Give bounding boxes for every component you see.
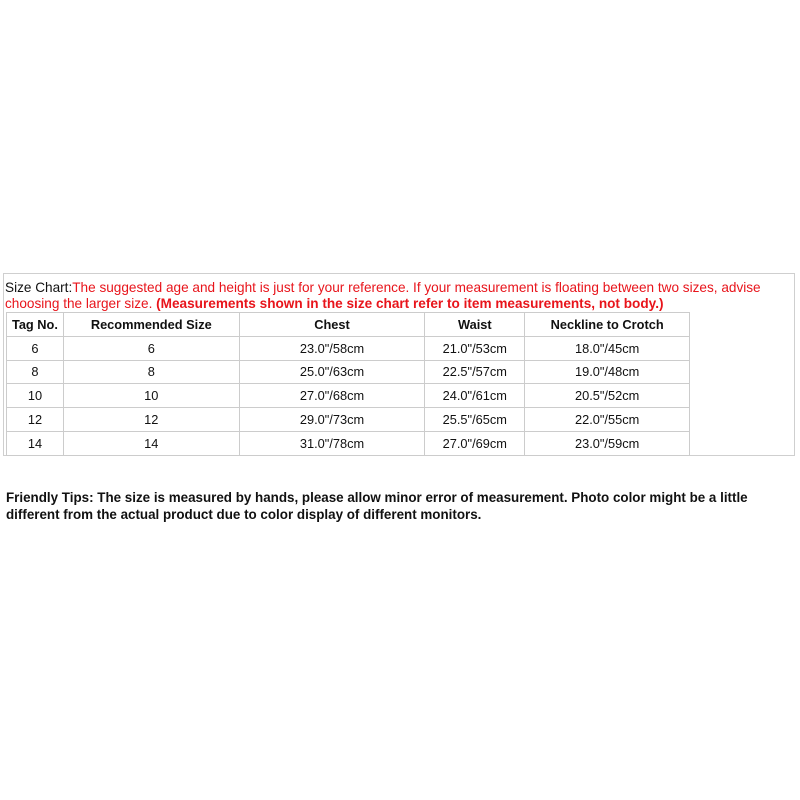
cell-waist: 27.0"/69cm <box>425 431 525 455</box>
cell-neckline-to-crotch: 18.0"/45cm <box>525 336 690 360</box>
header-waist: Waist <box>425 313 525 337</box>
table-row <box>7 360 690 384</box>
size-chart-measurement-note: (Measurements shown in the size chart refer to item measurements, not body.) <box>156 296 664 311</box>
cell-waist: 25.5"/65cm <box>425 408 525 432</box>
cell-recommended-size: 6 <box>63 336 239 360</box>
table-row <box>7 336 690 360</box>
cell-chest: 29.0"/73cm <box>239 408 425 432</box>
header-recommended-size: Recommended Size <box>63 313 239 337</box>
header-neckline-to-crotch: Neckline to Crotch <box>525 313 690 337</box>
cell-chest: 27.0"/68cm <box>239 384 425 408</box>
size-chart-note: The suggested age and height is just for your reference. If your measurement is floating between two sizes, advise choosing the larger size. <box>5 280 761 311</box>
header-chest: Chest <box>239 313 425 337</box>
table-header-row <box>7 313 690 337</box>
cell-chest: 31.0"/78cm <box>239 431 425 455</box>
cell-recommended-size: 14 <box>63 431 239 455</box>
cell-neckline-to-crotch: 23.0"/59cm <box>525 431 690 455</box>
cell-chest: 23.0"/58cm <box>239 336 425 360</box>
size-table <box>6 312 690 456</box>
size-chart-label: Size Chart: <box>5 280 73 295</box>
cell-waist: 24.0"/61cm <box>425 384 525 408</box>
cell-waist: 21.0"/53cm <box>425 336 525 360</box>
friendly-tips: Friendly Tips: The size is measured by hands, please allow minor error of measurement. Photo color might be a little different from the actual product due to color display of different monitors. <box>6 490 748 522</box>
table-row <box>7 431 690 455</box>
cell-tag-no: 14 <box>7 431 64 455</box>
cell-tag-no: 8 <box>7 360 64 384</box>
cell-chest: 25.0"/63cm <box>239 360 425 384</box>
size-chart-intro <box>5 280 795 312</box>
cell-tag-no: 6 <box>7 336 64 360</box>
cell-tag-no: 10 <box>7 384 64 408</box>
cell-neckline-to-crotch: 19.0"/48cm <box>525 360 690 384</box>
cell-neckline-to-crotch: 20.5"/52cm <box>525 384 690 408</box>
cell-recommended-size: 10 <box>63 384 239 408</box>
cell-waist: 22.5"/57cm <box>425 360 525 384</box>
table-row <box>7 384 690 408</box>
header-tag-no: Tag No. <box>7 313 64 337</box>
table-row <box>7 408 690 432</box>
cell-tag-no: 12 <box>7 408 64 432</box>
cell-recommended-size: 12 <box>63 408 239 432</box>
cell-recommended-size: 8 <box>63 360 239 384</box>
cell-neckline-to-crotch: 22.0"/55cm <box>525 408 690 432</box>
